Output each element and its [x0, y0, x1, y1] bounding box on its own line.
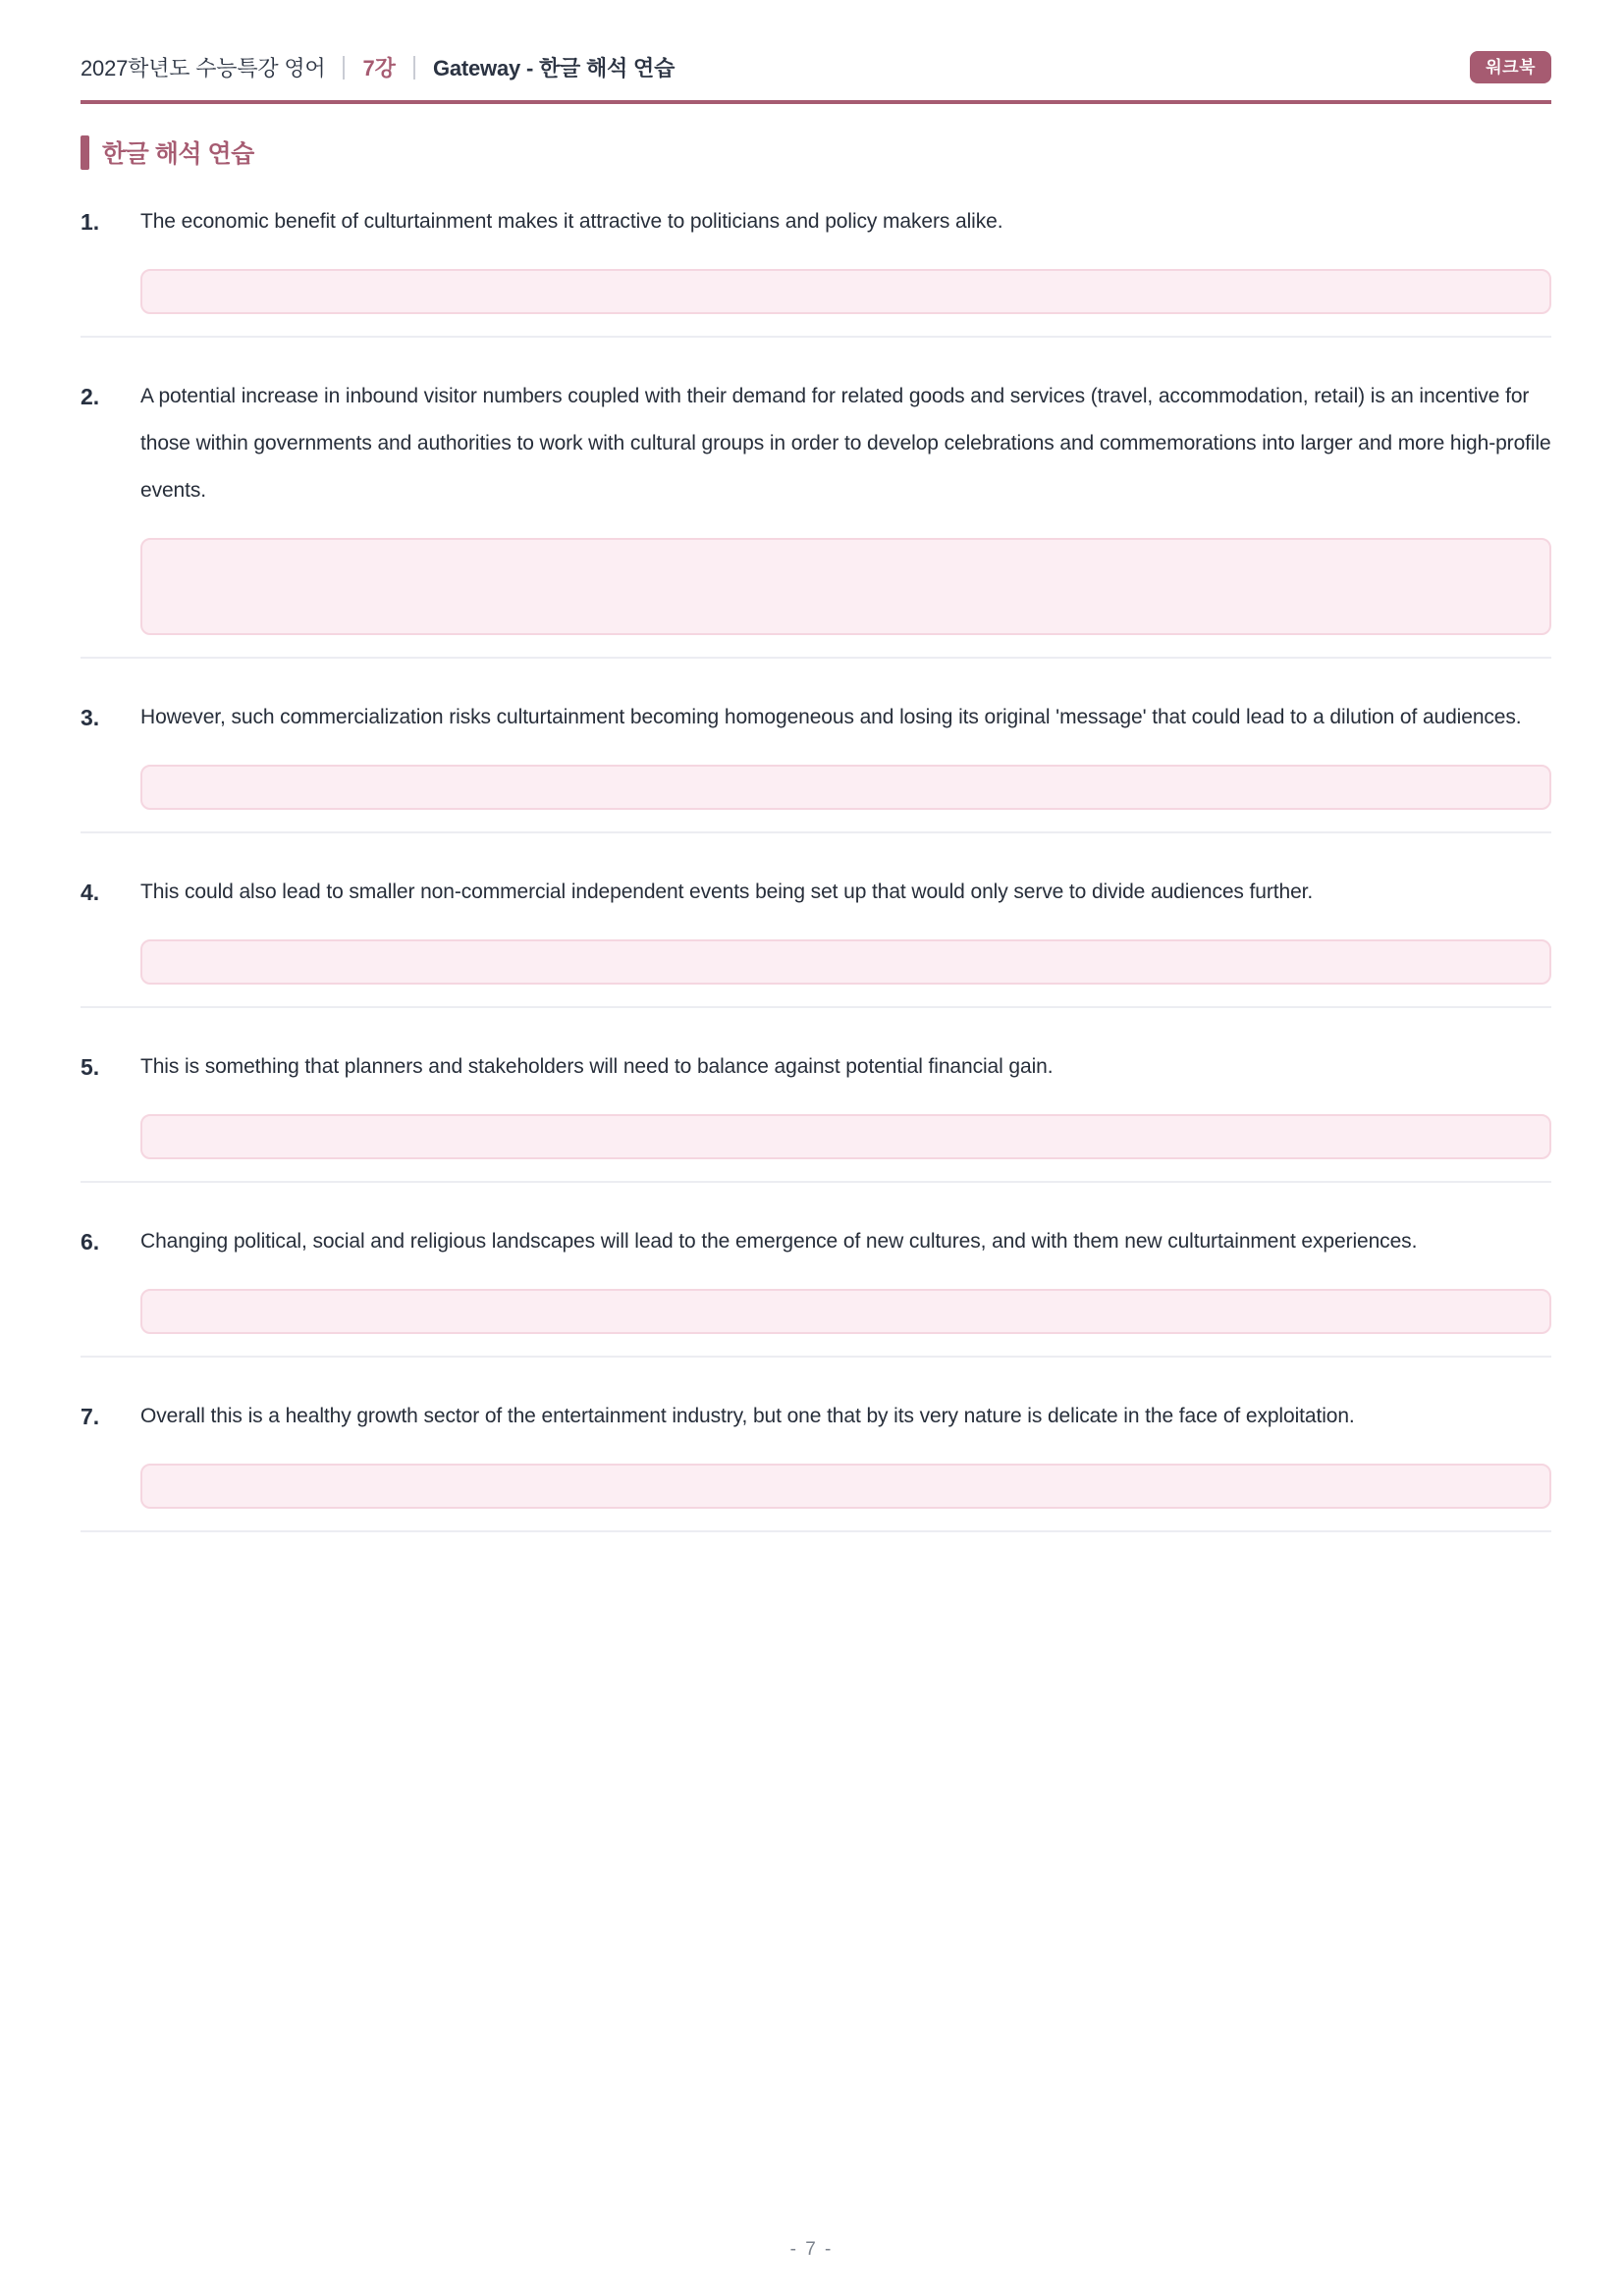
- worksheet-item: [81, 833, 1551, 1008]
- item-text: This is something that planners and stakeholders will need to balance against potential financial gain.: [140, 1055, 1054, 1078]
- header-lecture-number: 7강: [362, 56, 396, 80]
- answer-box[interactable]: [140, 1114, 1551, 1159]
- page-header: [81, 0, 1551, 83]
- header-breadcrumb: [81, 52, 675, 82]
- page-number: - 7 -: [789, 2239, 834, 2260]
- worksheet-item: [81, 659, 1551, 833]
- item-number: 4.: [81, 880, 100, 905]
- item-sentence-row: [81, 869, 1551, 916]
- answer-box[interactable]: [140, 1464, 1551, 1509]
- header-edition-label: 2027학년도 수능특강 영어: [81, 56, 326, 80]
- item-number: 1.: [81, 209, 100, 235]
- header-title: Gateway - 한글 해석 연습: [432, 56, 676, 80]
- answer-box[interactable]: [140, 939, 1551, 985]
- worksheet-item: [81, 1183, 1551, 1358]
- separator: [413, 56, 415, 80]
- item-sentence-row: [81, 1218, 1551, 1265]
- item-text: Changing political, social and religious landscapes will lead to the emergence of new cultures, and with them new culturtainment experiences.: [140, 1230, 1418, 1253]
- worksheet-item: [81, 1008, 1551, 1183]
- answer-box[interactable]: [140, 538, 1551, 635]
- item-number: 5.: [81, 1054, 100, 1080]
- item-number: 6.: [81, 1229, 100, 1255]
- workbook-badge: 워크북: [1470, 51, 1551, 83]
- section-accent-bar: [81, 135, 89, 170]
- item-sentence-row: [81, 694, 1551, 741]
- item-text: This could also lead to smaller non-commercial independent events being set up that would only serve to divide audiences further.: [140, 881, 1314, 903]
- answer-box[interactable]: [140, 765, 1551, 810]
- item-number: 3.: [81, 705, 100, 730]
- item-text: A potential increase in inbound visitor numbers coupled with their demand for related goods and services (travel, accommodation, retail) is an incentive for those within governments and authorities to work with cultural groups in order to develop celebrations and commemorations into larger and more high-profile events.: [140, 385, 1551, 502]
- worksheet-item: [81, 1358, 1551, 1532]
- answer-box[interactable]: [140, 269, 1551, 314]
- item-sentence-row: [81, 1043, 1551, 1091]
- item-number: 2.: [81, 384, 100, 409]
- item-sentence-row: [81, 373, 1551, 514]
- item-text: The economic benefit of culturtainment makes it attractive to politicians and policy makers alike.: [140, 210, 1003, 233]
- item-text: Overall this is a healthy growth sector of the entertainment industry, but one that by its very nature is delicate in the face of exploitation.: [140, 1405, 1355, 1427]
- section-heading: [81, 134, 1551, 170]
- header-divider-rule: [81, 100, 1551, 104]
- item-text: However, such commercialization risks culturtainment becoming homogeneous and losing its original 'message' that could lead to a dilution of audiences.: [140, 706, 1522, 728]
- items-list: [81, 172, 1551, 1532]
- item-sentence-row: [81, 1393, 1551, 1440]
- worksheet-item: [81, 338, 1551, 659]
- answer-box[interactable]: [140, 1289, 1551, 1334]
- separator: [343, 56, 345, 80]
- worksheet-item: [81, 172, 1551, 338]
- item-number: 7.: [81, 1404, 100, 1429]
- section-title: 한글 해석 연습: [102, 140, 254, 168]
- item-sentence-row: [81, 198, 1551, 245]
